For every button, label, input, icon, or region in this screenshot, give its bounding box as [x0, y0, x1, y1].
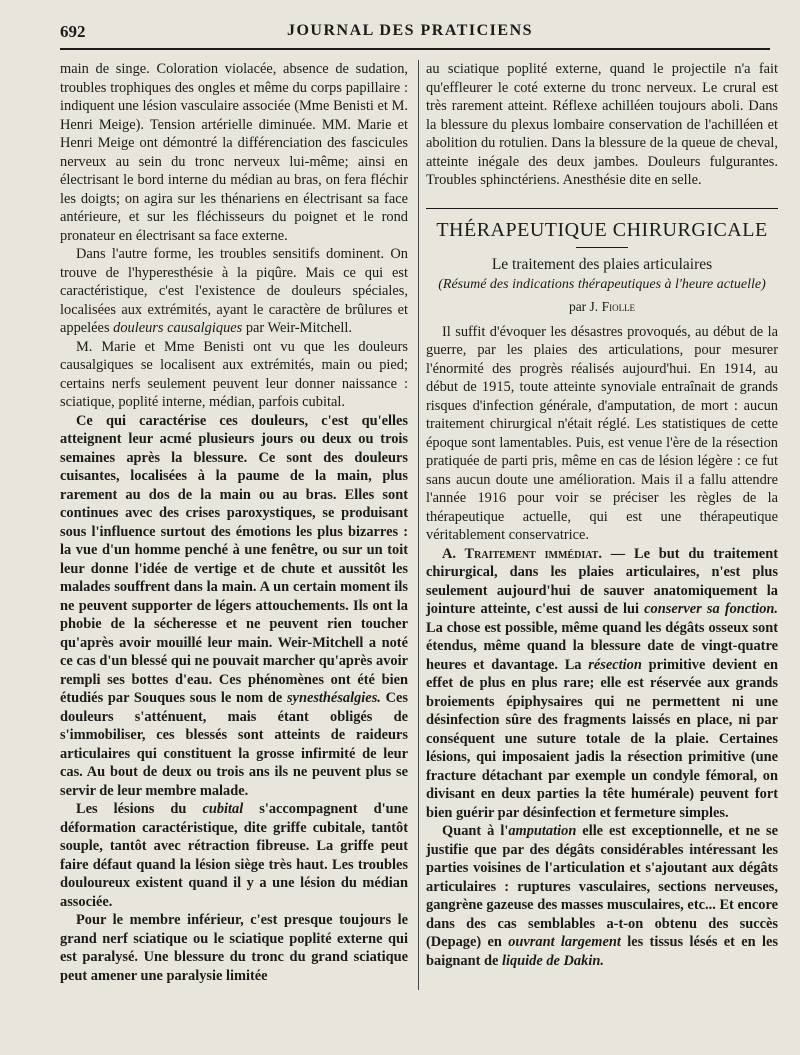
- article-subtitle: (Résumé des indications thérapeutiques à l'heure actuelle): [438, 276, 766, 292]
- left-column: [60, 60, 408, 985]
- right-paragraph-3: A. Traitement immédiat. — Le but du traitement chirurgical, dans les plaies articulaires, n'est plus seulement aujourd'hui de sauver anatomiquement la jointure atteinte, c'est aussi de lui conserver sa fonction. La chose est possible, même quand les dégâts osseux sont étendus, même quand la blessure date de vingt-quatre heures et davantage. La résection primitive devient en effet de plus en plus rare; elle est réservée aux grands broiements épiphysaires qui ne permettent ni une désinfection sûre des fragments laissés en place, ni par conséquent une suture totale de la plaie. Certaines lésions, qui imposaient jadis la résection primitive (une fracture détachant par exemple un condyle fémoral, on divisant en deux parties la tête humérale) peuvent fort bien guérir par désinfection et fermeture simples.: [426, 545, 778, 821]
- left-paragraph-6: Pour le membre inférieur, c'est presque toujours le grand nerf sciatique ou le sciatique poplité externe qui est paralysé. Une blessure du tronc du grand sciatique peut amener une paralysie limitée: [60, 912, 408, 984]
- page-header: [60, 22, 760, 44]
- header-rule: [60, 48, 770, 50]
- right-column: [426, 60, 778, 970]
- page-number: 692: [60, 22, 86, 41]
- section-title: THÉRAPEUTIQUE CHIRURGICALE: [426, 208, 778, 240]
- journal-title: JOURNAL DES PRATICIENS: [286, 22, 534, 39]
- article-title: Le traitement des plaies articulaires: [491, 256, 713, 273]
- left-paragraph-2: Dans l'autre forme, les troubles sensitifs dominent. On trouve de l'hyperesthésie à la piqûre. Mais ce qui est caractéristique, c'est l'existence de douleurs spéciales, localisées aux extrémités, ayant le caractère de brûlures et appelées douleurs causalgiques par Weir-Mitchell.: [60, 246, 408, 336]
- column-separator: [418, 60, 419, 990]
- left-paragraph-1: main de singe. Coloration violacée, absence de sudation, troubles trophiques des ongles et même du corps papillaire : indiquent une lésion vasculaire associée (Mme Benisti et M. Henri Meige). Tension artérielle diminuée. MM. Marie et Henri Meige ont démontré la différenciation des fascicules nerveux au sein du tronc nerveux lui-même; ainsi en électrisant le bord interne du médian au bras, on fera fléchir les doigts; on agira sur les thénariens en électrisant sa face antérieure, et sur les fléchisseurs du poignet et le rond pronateur en électrisant sa face externe.: [60, 61, 408, 244]
- section-divider: [576, 247, 628, 248]
- right-paragraph-2: Il suffit d'évoquer les désastres provoqués, au début de la guerre, par les plaies des articulations, pour mesurer l'énormité des progrès réalisés aujourd'hui. En 1914, au début de 1915, toute atteinte synoviale entraînait de grands risques d'infection générale, d'amputation, de mort : aucun traitement chirurgical n'était réglé. Les statistiques de cette époque sont lamentables. Puis, est venue l'ère de la résection pratiquée de parti pris, même en cas de lésion légère : ce fut sans aucun doute une amélioration. Mais il a fallu attendre l'année 1916 pour voir se préciser les règles de la thérapeutique actuelle, qui est une thérapeutique véritablement conservatrice.: [426, 323, 778, 543]
- left-paragraph-4: Ce qui caractérise ces douleurs, c'est qu'elles atteignent leur acmé plusieurs jours ou deux ou trois semaines après la blessure. Ce sont des douleurs cuisantes, localisées à la paume de la main, plus rarement au dos de la main ou au bras. Elles sont continues avec des crises paroxystiques, se produisant sous l'influence surtout des émotions les plus bizarres : la vue d'un homme penché à une fenêtre, ou sur un toit leur donne l'idée de vertige et de chute et aussitôt les malades souffrent dans la main. A un certain moment ils ne peuvent supporter de légers attouchements. Ils ont la phobie de la sécheresse et ne peuvent rien toucher qu'après avoir mouillé leur main. Weir-Mitchell a noté ce cas d'un blessé qui ne pouvait marcher qu'après avoir rempli ses bottes d'eau. Ces phénomènes ont été bien étudiés par Souques sous le nom de synesthésalgies. Ces douleurs s'atténuent, mais étant obligés de s'immobiliser, ces blessés sont atteints de raideurs articulaires qui constituent la grosse infirmité de leur cas. Au bout de deux ou trois ans ils ne peuvent plus se servir de leur membre malade.: [60, 412, 408, 799]
- left-paragraph-3: M. Marie et Mme Benisti ont vu que les douleurs causalgiques se localisent aux extrémités, main ou pied; certains nerfs seulement peuvent leur donner naissance : sciatique, poplité interne, médian, parfois cubital.: [60, 338, 408, 410]
- article-byline: par J. Fiolle: [568, 299, 636, 314]
- right-paragraph-4: Quant à l'amputation elle est exceptionnelle, et ne se justifie que par des dégâts considérables intéressant les parties voisines de l'articulation et s'ajoutant aux dégâts articulaires : ruptures vasculaires, sections nerveuses, gangrène gazeuse des masses musculaires, etc... Et encore dans des cas semblables a-t-on obtenu des succès (Depage) en ouvrant largement les tissus lésés et en les baignant de liquide de Dakin.: [426, 823, 779, 969]
- left-paragraph-5: Les lésions du cubital s'accompagnent d'une déformation caractéristique, dite griffe cubitale, tantôt souple, tantôt avec rétraction fibreuse. La griffe peut faire défaut quand la lésion siège très haut. Les troubles douloureux existent quand il y a une lésion du médian associée.: [60, 801, 408, 910]
- right-paragraph-1: au sciatique poplité externe, quand le projectile n'a fait qu'effleurer le coté externe du tronc nerveux. Le crural est très rarement atteint. Réflexe achilléen toujours aboli. Dans la blessure du plexus lombaire conservation de l'achilléen et abolition du rotulien. Dans la blessure de la queue de cheval, atteinte inégale des deux jambes. Douleurs fulgurantes. Troubles sphinctériens. Anesthésie dite en selle.: [426, 61, 778, 188]
